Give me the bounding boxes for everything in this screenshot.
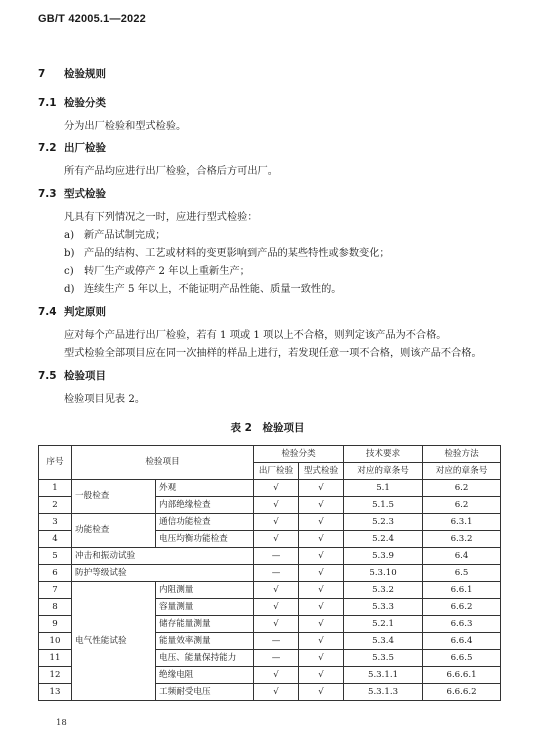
group-electrical-performance: 电气性能试验 <box>72 582 156 701</box>
table-caption: 表 2 检验项目 <box>230 422 305 434</box>
section-7-1-heading: 7.1 检验分类 <box>38 97 106 109</box>
group-general-check: 一般检查 <box>72 480 156 514</box>
header-req-2: 对应的章条号 <box>344 463 423 480</box>
section-7-5-text: 检验项目见表 2。 <box>64 394 146 405</box>
inspection-items-table <box>38 445 501 701</box>
table-row: 12 绝缘电阻 √ √ 5.3.1.1 6.6.6.1 <box>39 667 501 684</box>
group-protection-level: 防护等级试验 <box>72 565 254 582</box>
header-req-1: 技术要求 <box>344 446 423 463</box>
header-method-1: 检验方法 <box>423 446 501 463</box>
table-row: 2 内部绝缘检查 √ √ 5.1.5 6.2 <box>39 497 501 514</box>
table-row: 1 一般检查 外观 √ √ 5.1 6.2 <box>39 480 501 497</box>
section-7-heading: 7 检验规则 <box>38 68 106 80</box>
section-7-3-heading: 7.3 型式检验 <box>38 188 106 200</box>
group-shock-vibration: 冲击和振动试验 <box>72 548 254 565</box>
table-row: 11 电压、能量保持能力 — √ 5.3.5 6.6.5 <box>39 650 501 667</box>
section-7-1-text: 分为出厂检验和型式检验。 <box>64 121 187 132</box>
header-item: 检验项目 <box>72 446 254 480</box>
table-row: 13 工频耐受电压 √ √ 5.3.1.3 6.6.6.2 <box>39 684 501 701</box>
list-item: d) 连续生产 5 年以上，不能证明产品性能、质量一致性的。 <box>64 284 342 295</box>
group-function-check: 功能检查 <box>72 514 156 548</box>
table-row: 4 电压均衡功能检查 √ √ 5.2.4 6.3.2 <box>39 531 501 548</box>
table-row: 10 能量效率测量 — √ 5.3.4 6.6.4 <box>39 633 501 650</box>
section-7-4-heading: 7.4 判定原则 <box>38 306 106 318</box>
table-row: 3 功能检查 通信功能检查 √ √ 5.2.3 6.3.1 <box>39 514 501 531</box>
header-factory: 出厂检验 <box>254 463 299 480</box>
table-row: 9 储存能量测量 √ √ 5.2.1 6.6.3 <box>39 616 501 633</box>
list-item: a) 新产品试制完成； <box>64 230 166 241</box>
header-category: 检验分类 <box>254 446 344 463</box>
header-seq: 序号 <box>39 446 72 480</box>
table-row: 5 冲击和振动试验 — √ 5.3.9 6.4 <box>39 548 501 565</box>
table-row: 7 电气性能试验 内阻测量 √ √ 5.3.2 6.6.1 <box>39 582 501 599</box>
table-row: 6 防护等级试验 — √ 5.3.10 6.5 <box>39 565 501 582</box>
section-7-2-heading: 7.2 出厂检验 <box>38 142 106 154</box>
section-7-4-text-1: 应对每个产品进行出厂检验，若有 1 项或 1 项以上不合格，则判定该产品为不合格。 <box>64 330 447 341</box>
table-row: 8 容量测量 √ √ 5.3.3 6.6.2 <box>39 599 501 616</box>
list-item: b) 产品的结构、工艺或材料的变更影响到产品的某些特性或参数变化； <box>64 248 390 259</box>
section-7-5-heading: 7.5 检验项目 <box>38 370 106 382</box>
section-7-3-intro: 凡具有下列情况之一时，应进行型式检验： <box>64 212 258 223</box>
document-header: GB/T 42005.1—2022 <box>38 13 146 25</box>
header-method-2: 对应的章条号 <box>423 463 501 480</box>
header-type: 型式检验 <box>299 463 344 480</box>
list-item: c) 转厂生产或停产 2 年以上重新生产； <box>64 266 250 277</box>
page-number: 18 <box>56 718 67 728</box>
section-7-4-text-2: 型式检验全部项目应在同一次抽样的样品上进行，若发现任意一项不合格，则该产品不合格。 <box>64 348 482 359</box>
section-7-2-text: 所有产品均应进行出厂检验，合格后方可出厂。 <box>64 166 278 177</box>
